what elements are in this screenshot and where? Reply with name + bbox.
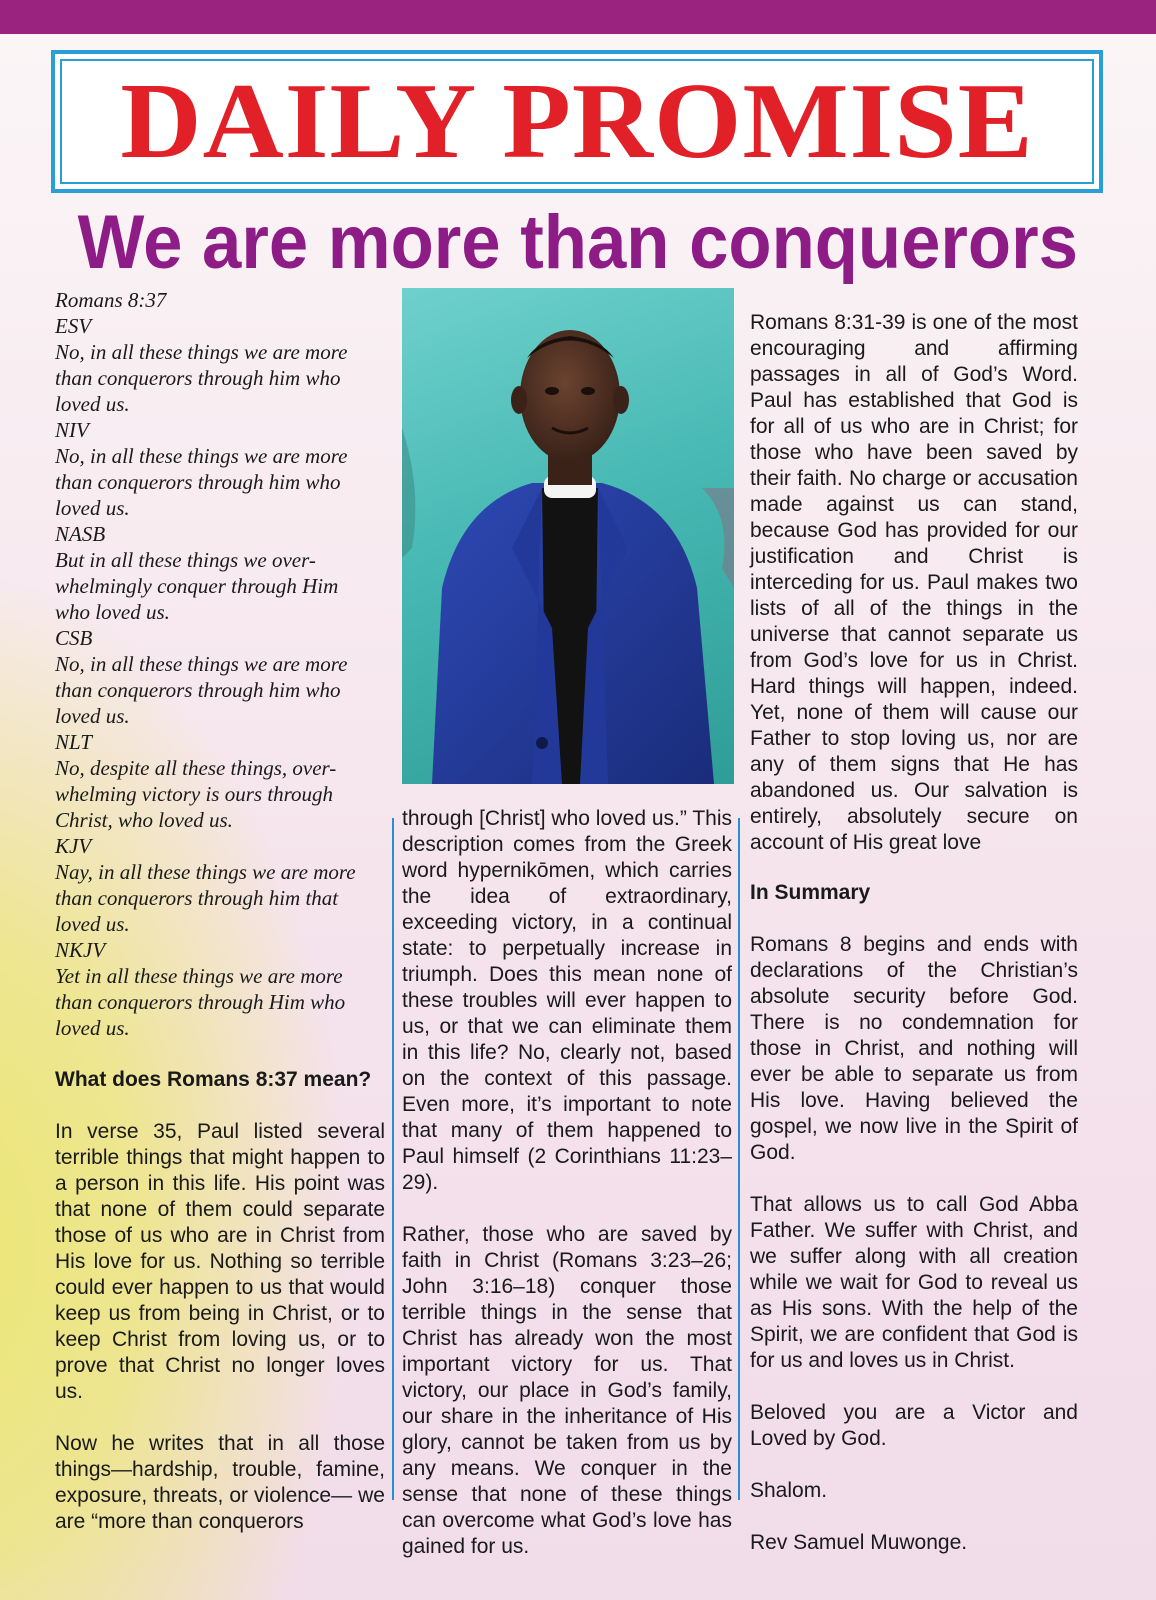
verse-line: than conquerors through him who (55, 366, 341, 390)
verse-line: loved us. (55, 1016, 130, 1040)
body-paragraph: In verse 35, Paul listed several terrible things that might happen to a person in this life. His point was that none of them could separate those of us who are in Christ from His love for us. Nothing so terrible could ever happen to us that would keep us from being in Christ, or to keep Christ from loving us, or to prove that Christ no longer loves us. (55, 1120, 385, 1403)
translation-label: KJV (55, 834, 92, 858)
left-column (55, 287, 385, 1535)
section-heading: In Summary (750, 881, 871, 904)
body-paragraph: Beloved you are a Victor and Loved by God. (750, 1401, 1078, 1450)
body-paragraph: That allows us to call God Abba Father. We suffer with Christ, and we suffer along with all creation while we wait for God to reveal us as His sons. With the help of the Spirit, we are confident that God is for us and loves us in Christ. (750, 1193, 1078, 1372)
masthead-title: DAILY PROMISE (120, 61, 1034, 181)
translation-label: NLT (55, 730, 92, 754)
masthead (51, 50, 1103, 193)
closing-line: Shalom. (750, 1479, 828, 1502)
verse-line: than conquerors through him who (55, 678, 341, 702)
column-divider (738, 818, 740, 1500)
scripture-reference: Romans 8:37 (55, 288, 167, 312)
body-paragraph: Romans 8:31-39 is one of the most encouraging and affirming passages in all of God’s Word. Paul has established that God is for all of us who are in Christ; for those who have been saved by their faith. No charge or accusation made against us can stand, because God has provided for our justification and Christ is interceding for us. Paul makes two lists of all of the things in the universe that cannot separate us from God’s love for us in Christ. Hard things will happen, indeed. Yet, none of them will cause our Father to stop loving us, nor are any of them signs that He has abandoned us. Our salvation is entirely, absolutely secure on account of His great love (750, 311, 1078, 854)
body-paragraph: Now he writes that in all those things—hardship, trouble, famine, exposure, threats, or violence— we are “more than conquerors (55, 1432, 385, 1533)
portrait-illustration (402, 288, 734, 784)
verse-line: But in all these things we over- (55, 548, 316, 572)
headline-text: We are more than conquerors (77, 200, 1079, 285)
top-color-bar (0, 0, 1156, 34)
verse-line: than conquerors through Him who (55, 990, 346, 1014)
author-photo (402, 288, 734, 784)
body-paragraph: through [Christ] who loved us.” This description comes from the Greek word hypernikōmen, which carries the idea of extraordinary, exceeding victory, in a continual state: to perpetually increase in triumph. Does this mean none of these troubles will ever happen to us, or that we can eliminate them in this life? No, clearly not, based on the context of this passage. Even more, it’s important to note that many of them happened to Paul himself (2 Corinthians 11:23–29). (402, 807, 732, 1194)
verse-line: Yet in all these things we are more (55, 964, 343, 988)
right-column (750, 310, 1078, 1556)
translation-label: NASB (55, 522, 106, 546)
verse-line: No, in all these things we are more (55, 444, 348, 468)
section-heading: What does Romans 8:37 mean? (55, 1068, 372, 1091)
verse-line: loved us. (55, 912, 130, 936)
masthead-inner-frame (60, 59, 1094, 184)
body-paragraph: Romans 8 begins and ends with declarations of the Christian’s absolute security before God. There is no condemnation for those in Christ, and nothing will ever be able to separate us from His love. Having believed the gospel, we now live in the Spirit of God. (750, 933, 1078, 1164)
verse-line: No, in all these things we are more (55, 340, 348, 364)
verse-line: who loved us. (55, 600, 170, 624)
verse-line: whelming victory is ours through (55, 782, 334, 806)
verse-line: Nay, in all these things we are more (55, 860, 356, 884)
article-headline (0, 198, 1156, 288)
translation-label: NIV (55, 418, 89, 442)
translation-label: CSB (55, 626, 93, 650)
scripture-block (55, 287, 385, 1041)
author-signature: Rev Samuel Muwonge. (750, 1531, 968, 1554)
translation-label: NKJV (55, 938, 106, 962)
middle-column (402, 806, 732, 1560)
verse-line: Christ, who loved us. (55, 808, 233, 832)
verse-line: No, in all these things we are more (55, 652, 348, 676)
translation-label: ESV (55, 314, 92, 338)
verse-line: loved us. (55, 496, 130, 520)
verse-line: No, despite all these things, over- (55, 756, 337, 780)
verse-line: loved us. (55, 704, 130, 728)
column-divider (392, 818, 394, 1500)
verse-line: whelmingly conquer through Him (55, 574, 339, 598)
verse-line: loved us. (55, 392, 130, 416)
verse-line: than conquerors through him who (55, 470, 341, 494)
body-paragraph: Rather, those who are saved by faith in Christ (Romans 3:23–26; John 3:16–18) conquer those terrible things in the sense that Christ has already won the most important victory for us. That victory, our place in God’s family, our share in the inheritance of His glory, cannot be taken from us by any means. We conquer in the sense that none of these things can overcome what God’s love has gained for us. (402, 1223, 732, 1558)
verse-line: than conquerors through him that (55, 886, 339, 910)
